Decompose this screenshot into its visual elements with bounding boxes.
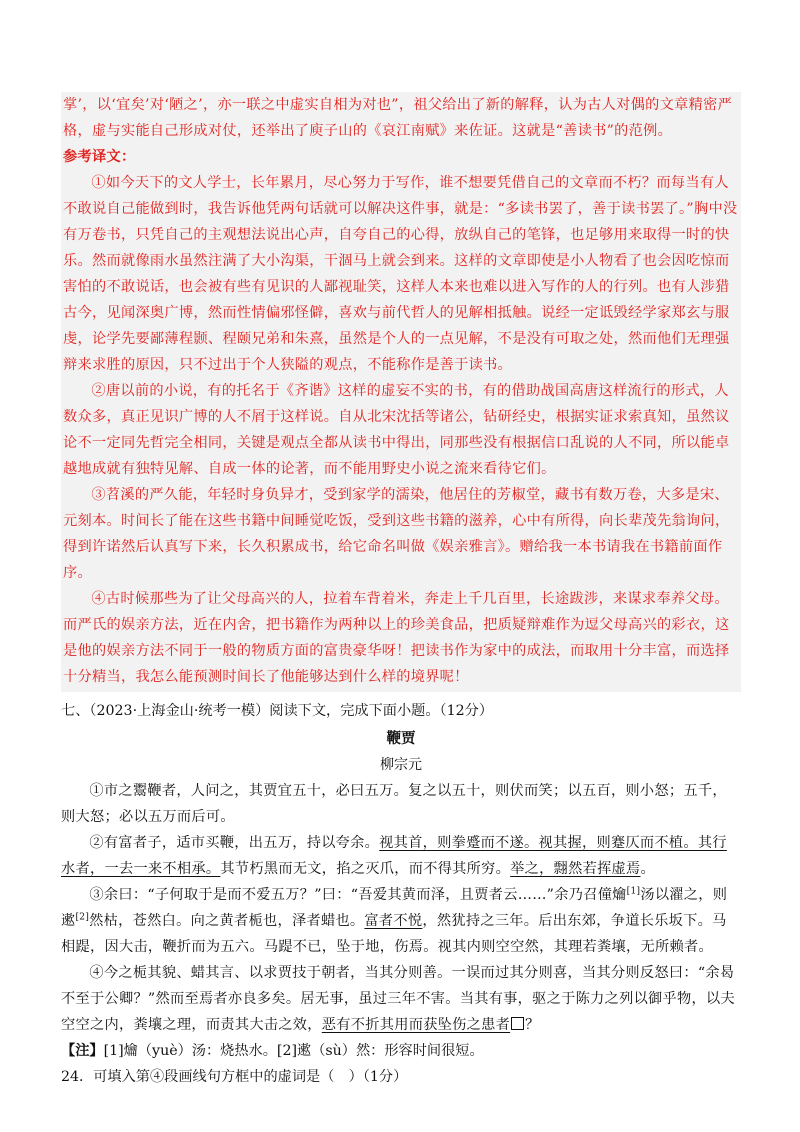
text-span: 然枯，苍然白。向之黄者栀也，泽者蜡也。: [89, 913, 365, 929]
translation-paragraph-2: ②唐以前的小说，有的托名于《齐谐》这样的虚妄不实的书，有的借助战国高唐这样流行的形式，人数众多，真正见识广博的人不屑于这样说。自从北宋沈括等诸公，钻研经史，根据实证求索真知，虽然议论不一定同先哲完全相同，关键是观点全都从读书中得出，同那些没有根据信口乱说的人不同，所以能卓越地成就有独特见解、自成一体的论著，而不能用野史小说之流来看待它们。: [63, 383, 730, 477]
footnote: [61, 1038, 741, 1064]
answer-blank-box[interactable]: [511, 1017, 524, 1030]
text-span: ④今之栀其貌、蜡其言、以求贾技于朝者，当其分则善。一误而过其分则喜，当其分则反怒曰：“余曷不至于公卿？”然而至焉者亦良多矣。居无事，虽过三年不害。当其有事，驱之于陈力之列以御乎物，以夫空空之内，粪壤之理，而责其大击之效，: [61, 965, 735, 1033]
underlined-sentence: 举之，翲然若挥虚焉: [510, 861, 641, 877]
footnote-ref: [1]: [626, 886, 641, 897]
note-label: 【注】: [61, 1043, 104, 1059]
underlined-sentence: [322, 1017, 525, 1033]
note-text: [1]爚（yuè）汤：烧热水。[2]遬（sù）然：形容时间很短。: [103, 1043, 484, 1059]
underlined-sentence: 富者不悦: [364, 913, 423, 929]
essay-author: 柳宗元: [380, 757, 422, 773]
answer-text: 掌’，以‘宜矣’对‘陋之’，亦一联之中虚实自相为对也”，祖父给出了新的解释，认为古人对偶的文章精密严格，虚与实能自己形成对仗，还举出了庾子山的《哀江南赋》来佐证。这就是“善读书”的范例。: [63, 97, 733, 139]
underlined-sentence: 视其首，则拳蹙而不遂。视其握，则蹇仄而不植。其行水者，一去一来不相承。: [61, 835, 727, 877]
translation-paragraph-4: ④古时候那些为了让父母高兴的人，拉着车背着米，奔走上千几百里，长途跋涉，来谋求奉养父母。而严氏的娱亲方法，近在内舍，把书籍作为两种以上的珍美食品，把质疑辩难作为逗父母高兴的彩衣，这是他的娱亲方法不同于一般的物质方面的富贵豪华呀！把读书作为家中的成法，而取用十分丰富，而选择十分精当，我怎么能预测时间长了他能够达到什么样的境界呢！: [63, 591, 730, 685]
text-span: 。: [640, 861, 656, 877]
text-span: ？: [525, 1017, 540, 1033]
reference-translation-label: 参考译文：: [63, 149, 136, 165]
text-span: ②有富者子，适市买鞭，出五万，持以夸余。: [89, 835, 380, 851]
essay-paragraph-1: ①市之鬻鞭者，人问之，其贾宜五十，必曰五万。复之以五十，则伏而笑；以五百，则小怒；五千，则大怒；必以五万而后可。: [61, 783, 727, 825]
question-heading: 七、（2023·上海金山·统考一模）阅读下文，完成下面小题。（12分）: [61, 703, 494, 719]
text-span: 恶有不折其用而获坠伤之患者: [321, 1017, 511, 1033]
text-span: ③余曰：“子何取于是而不爱五万？”曰：“吾爱其黄而泽，且贾者云……”余乃召僮爚: [89, 887, 627, 903]
essay-paragraph-2: [61, 830, 741, 882]
question-24: 24．可填入第④段画线句方框中的虚词是（ ）（1分）: [61, 1069, 408, 1085]
page-content: [61, 92, 741, 1090]
essay-body: [61, 778, 741, 1038]
footnote-ref: [2]: [75, 912, 90, 923]
text-span: ，然犹持之三年。后出东郊，争道长乐坂下。马相踶，因大击，鞭折而为五六。马踶不已，坠于地，伤焉。视其内则空空然，其理若粪壤，无所赖者。: [61, 913, 727, 955]
answer-explanation-box: [61, 92, 741, 692]
text-span: 汤以濯之，则遬: [61, 887, 728, 929]
essay-title: 鞭贾: [386, 730, 416, 747]
translation-paragraph-3: ③苕溪的严久能，年轻时身负异才，受到家学的濡染，他居住的芳椒堂，藏书有数万卷，大多是宋、元刻本。时间长了能在这些书籍中间睡觉吃饭，受到这些书籍的滋养，心中有所得，向长辈茂先翁询问，得到许诺然后认真写下来，长久积累成书，给它命名叫做《娱亲雅言》。赠给我一本书请我在书籍前面作序。: [63, 487, 730, 581]
essay-paragraph-4: [61, 960, 741, 1038]
translation-paragraph-1: ①如今天下的文人学士，长年累月，尽心努力于写作，谁不想要凭借自己的文章而不朽？而每当有人不敢说自己能做到时，我告诉他凭两句话就可以解决这件事，就是：“多读书罢了，善于读书罢了。”胸中没有万卷书，只凭自己的主观想法说出心声，自夸自己的心得，放纵自己的笔锋，也足够用来取得一时的快乐。然而就像雨水虽然注满了大小沟渠，干涸马上就会到来。这样的文章即使是小人物看了也会因吃惊而害怕的不敢说话，也会被有些有见识的人鄙视耻笑，这样人本来也难以进入写作的人的行列。也有人涉猎古今，见闻深奥广博，然而性情偏邪怪僻，喜欢与前代哲人的见解相抵触。说经一定诋毁经学家郑玄与服虔，论学先要鄙薄程颢、程颐兄弟和朱熹，虽然是个人的一点见解，不是没有可取之处，然而他们无理强辩来求胜的原因，只不过出于个人狭隘的观点，不能称作是善于读书。: [63, 175, 738, 373]
essay-paragraph-3: [61, 882, 741, 960]
text-span: 其节朽黑而无文，掐之灭爪，而不得其所穷。: [220, 861, 511, 877]
